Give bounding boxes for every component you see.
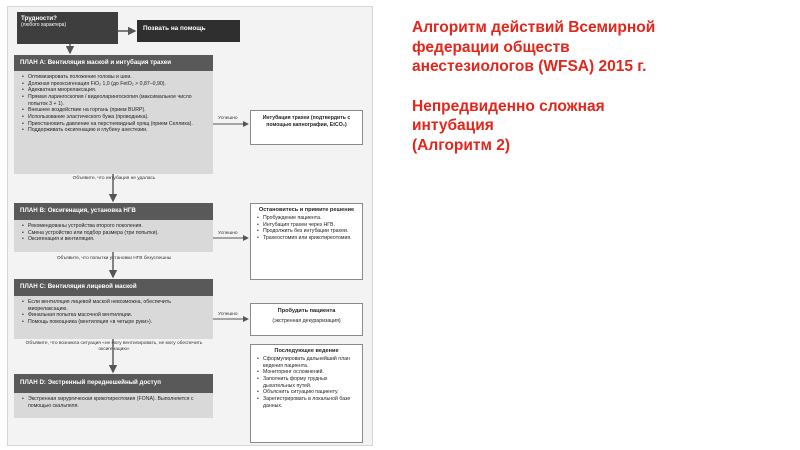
list-item: • Рекомендованы устройства второго поколения. — [28, 223, 207, 230]
plan-c-title: ПЛАН C: Вентиляция лицевой маской — [20, 283, 137, 290]
wake-patient-subtitle: (экстренная декураризация) — [272, 318, 341, 325]
list-item: • Финальная попытка масочной вентиляции. — [28, 312, 207, 319]
heading-line: Алгоритм действий Всемирной — [412, 19, 656, 36]
difficulty-title: Трудности? — [21, 15, 57, 22]
plan-a-title: ПЛАН А: Вентиляция маской и интубация трахеи — [20, 59, 172, 66]
list-item: • Оксигенация и вентиляция. — [28, 236, 207, 243]
list-item: • Смена устройство или подбор размера (три попытки). — [28, 230, 207, 237]
plan-c-success-label: Успешно — [218, 312, 238, 317]
heading-line: анестезиологов (WFSA) 2015 г. — [412, 58, 647, 76]
plan-a-success-label: Успешно — [218, 116, 238, 121]
list-item: • Внешнее воздействие на гортань (прием BURP). — [28, 107, 207, 114]
heading-line: федерации обществ — [412, 38, 570, 56]
heading-line: интубация — [412, 117, 494, 135]
decision-title: Остановитесь и примите решение — [258, 207, 355, 213]
list-item: • Экстренная хирургическая крикотиреотомия (FONA). Выполняется с помощью скальпеля. — [28, 396, 207, 409]
list-item: • Использование эластического бужа (проводника). — [28, 114, 207, 121]
list-item: • Поддерживать оксигенацию и глубину анестезии. — [28, 127, 207, 134]
plan-d-title: ПЛАН D: Экстренный переднешейный доступ — [20, 379, 161, 386]
list-item: • Сформулировать дальнейший план ведения пациента. — [263, 356, 357, 369]
list-item: • Прямая ларингоскопия / видеоларингоскопия (максимальное число попыток 3 + 1). — [28, 94, 207, 107]
tracheal-intubation-text: Интубация трахеи (подтвердить с помощью капнографии, EtCO₂) — [262, 115, 351, 128]
plan-b-fail-caption: Объявите, что попытки установки НГВ безуспешны — [56, 256, 172, 261]
plan-c-fail-caption: Объявите, что возникла ситуация «не могу вентилировать, не могу обеспечить оксигенацию» — [25, 341, 203, 352]
wake-patient-title: Пробудить пациента — [277, 308, 336, 314]
plan-b-success-label: Успешно — [218, 231, 238, 236]
call-for-help-label: Позвать на помощь — [143, 25, 206, 32]
list-item: • Продолжить без интубации трахеи. — [263, 228, 357, 235]
plan-a-fail-caption: Объявите, что интубация не удалась — [72, 176, 156, 181]
heading-line: Непредвиденно сложная — [412, 97, 605, 115]
list-item: • Должная преоксигенация FiO₂ 1,0 (до FetO₂ > 0,87–0,90). — [28, 81, 207, 88]
plan-b-title: ПЛАН B: Оксигенация, установка НГВ — [20, 207, 136, 214]
list-item: • Если вентиляция лицевой маской невозможна, обеспечить миорелаксацию. — [28, 299, 207, 312]
list-item: • Пробуждение пациента. — [263, 215, 357, 222]
list-item: • Интубация трахеи через НГВ. — [263, 222, 357, 229]
list-item: • Мониторинг осложнений. — [263, 369, 357, 376]
list-item: • Адекватная миорелаксация. — [28, 87, 207, 94]
list-item: • Приостановить давление на перстневидный хрящ (прием Селлика). — [28, 121, 207, 128]
list-item: • Помощь помощника (вентиляция «в четыре руки»). — [28, 319, 207, 326]
list-item: • Оптимизировать положение головы и шеи. — [28, 74, 207, 81]
list-item: • Трахеостомия или крикотиреотомия. — [263, 235, 357, 242]
heading-line: (Алгоритм 2) — [412, 136, 511, 154]
followup-title: Последующее ведение — [274, 348, 339, 354]
difficulty-subtitle: (любого характера) — [21, 22, 67, 29]
list-item: • Зарегистрировать в локальной базе данных. — [263, 396, 357, 409]
list-item: • Заполнить форму трудных дыхательных путей. — [263, 376, 357, 389]
slide-heading — [412, 18, 655, 155]
list-item: • Объяснить ситуацию пациенту. — [263, 389, 357, 396]
